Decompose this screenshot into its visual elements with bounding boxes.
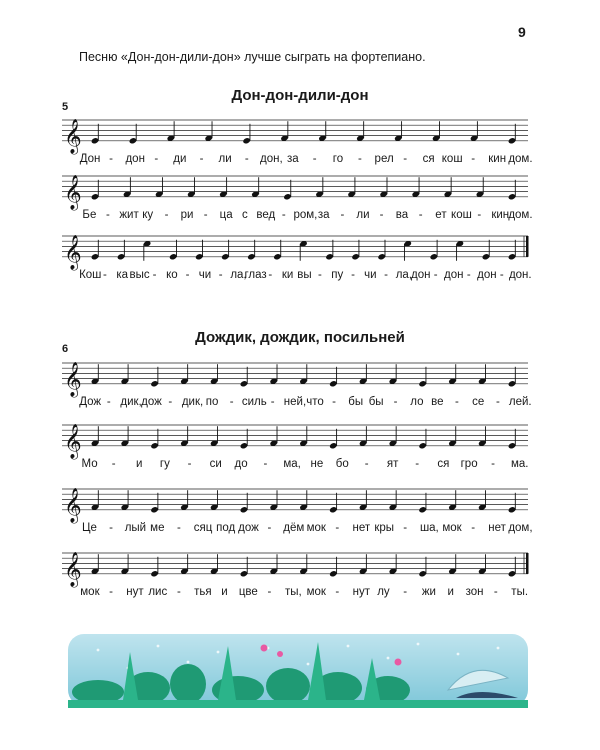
lyric-syllable: - [471, 153, 476, 165]
lyric-syllable: кин [488, 153, 507, 165]
lyric-syllable: - [244, 153, 249, 165]
lyric-syllable: - [418, 209, 423, 221]
treble-clef-icon: 𝄞 [64, 551, 82, 587]
lyric-syllable: Бе [82, 209, 97, 221]
lyric-syllable: - [471, 522, 476, 534]
lyric-syllable: лис [148, 586, 168, 598]
song-6-title: Дождик, дождик, посильней [195, 329, 405, 346]
lyric-syllable: ри [180, 209, 194, 221]
lyric-syllable: го [332, 153, 344, 165]
lyric-syllable: Дон [79, 153, 101, 165]
lyric-syllable: ла, [395, 269, 413, 281]
lyric-syllable: лу [377, 586, 390, 598]
song-5-title: Дон-дон-дили-дон [231, 87, 369, 104]
lyric-syllable: дон [125, 153, 145, 165]
lyric-syllable: ма, [283, 458, 301, 470]
lyric-syllable: дон [477, 269, 497, 281]
lyric-syllable: ка [116, 269, 129, 281]
lyric-syllable: вед [256, 209, 276, 221]
lyric-syllable: ся [422, 153, 435, 165]
lyric-syllable: чи [198, 269, 212, 281]
staff [62, 424, 528, 460]
lyric-syllable: ца [219, 209, 233, 221]
lyric-syllable: за [317, 209, 330, 221]
lyric-syllable: дож [141, 396, 162, 408]
song-6-number: 6 [62, 343, 69, 355]
lyric-syllable: - [415, 458, 420, 470]
lyric-syllable: за [287, 153, 299, 165]
lyric-syllable: цве [238, 586, 258, 598]
lyric-syllable: - [466, 269, 471, 281]
treble-clef-icon: 𝄞 [64, 174, 82, 210]
lyric-syllable: дик, [181, 396, 204, 408]
lyric-syllable: жи [421, 586, 436, 598]
lyric-syllable: - [403, 153, 408, 165]
treble-clef-icon: 𝄞 [64, 423, 82, 459]
lyric-syllable: дон [444, 269, 464, 281]
lyric-syllable: ты. [511, 586, 529, 598]
lyric-syllable: ла, [230, 269, 247, 281]
lyric-syllable: - [379, 209, 384, 221]
lyric-syllable: - [403, 586, 408, 598]
lyric-syllable: по [205, 396, 219, 408]
lyric-syllable: чи [364, 269, 377, 281]
lyric-syllable: не [310, 458, 324, 470]
lyric-syllable: ки [281, 269, 294, 281]
lyric-syllable: - [105, 209, 110, 221]
lyric-syllable: - [267, 586, 272, 598]
rain-garden-illustration [68, 628, 528, 708]
lyric-syllable: кош [451, 209, 472, 221]
lyric-syllable: - [455, 396, 459, 408]
lyric-syllable: Дож [79, 396, 102, 408]
lyric-syllable: глаз [244, 269, 267, 281]
lyric-syllable: ко [166, 269, 178, 281]
lyric-syllable: и [447, 586, 454, 598]
lyric-syllable: бы [348, 396, 364, 408]
staff [62, 235, 529, 271]
lyric-syllable: силь [241, 396, 267, 408]
lyric-syllable: - [111, 458, 116, 470]
lyric-syllable: бо [335, 458, 349, 470]
lyric-syllable: се [472, 396, 485, 408]
lyric-syllable: ят [386, 458, 399, 470]
song-5-number: 5 [62, 101, 69, 113]
staff [62, 175, 528, 211]
lyric-syllable: выс [129, 269, 150, 281]
lyric-syllable: - [176, 586, 181, 598]
lyric-syllable: дик, [120, 396, 142, 408]
lyric-syllable: - [270, 396, 275, 408]
lyric-syllable: кры [374, 522, 395, 534]
lyric-syllable: - [268, 269, 273, 281]
lyric-syllable: - [477, 209, 482, 221]
treble-clef-icon: 𝄞 [64, 118, 82, 154]
lyric-syllable: - [281, 209, 286, 221]
lyric-syllable: - [332, 396, 337, 408]
lyric-syllable: пу [331, 269, 344, 281]
lyric-syllable: гро [460, 458, 478, 470]
lyric-syllable: с [242, 209, 248, 221]
lyric-syllable: ша, [419, 522, 439, 534]
lyric-syllable: - [340, 209, 345, 221]
lyric-syllable: дём [283, 522, 305, 534]
lyric-syllable: - [168, 396, 173, 408]
lyric-syllable: ку [142, 209, 154, 221]
lyric-syllable: ло [410, 396, 424, 408]
lyric-syllable: - [152, 269, 157, 281]
lyric-syllable: - [203, 209, 208, 221]
lyric-syllable: - [164, 209, 169, 221]
lyric-syllable: - [351, 269, 355, 281]
lyric-syllable: Мо [81, 458, 98, 470]
lyric-syllable: мок [306, 522, 326, 534]
lyric-syllable: - [154, 153, 159, 165]
lyric-syllable: ме [150, 522, 165, 534]
lyric-syllable: дон [410, 269, 431, 281]
lyric-syllable: рел [374, 153, 394, 165]
lyric-syllable: - [358, 153, 362, 165]
staff [62, 362, 528, 398]
lyric-syllable: нет [488, 522, 506, 534]
staff [62, 552, 529, 588]
lyric-syllable: - [491, 458, 496, 470]
lyric-syllable: ли [356, 209, 370, 221]
lyric-syllable: дож [238, 522, 259, 534]
lyric-syllable: - [317, 269, 322, 281]
final-barline [526, 553, 529, 574]
lyric-syllable: - [185, 269, 190, 281]
lyric-syllable: си [209, 458, 222, 470]
staff [62, 119, 528, 155]
lyric-syllable: - [263, 458, 268, 470]
lyric-syllable: дом. [508, 153, 533, 165]
lyric-syllable: - [199, 153, 204, 165]
lyric-syllable: бы [368, 396, 384, 408]
lyric-syllable: - [267, 522, 272, 534]
lyric-syllable: - [218, 269, 223, 281]
lyric-syllable: под [216, 522, 236, 534]
intro-text: Песню «Дон-дон-дили-дон» лучше сыграть на фортепиано. [79, 50, 426, 64]
lyric-syllable: лей. [508, 396, 532, 408]
lyric-syllable: ди [173, 153, 187, 165]
lyric-syllable: вы [297, 269, 312, 281]
lyric-syllable: мок [306, 586, 326, 598]
lyric-syllable: гу [159, 458, 170, 470]
lyric-syllable: - [106, 396, 111, 408]
lyric-syllable: нет [352, 522, 371, 534]
lyric-syllable: ней, [283, 396, 307, 408]
lyric-syllable: - [493, 586, 498, 598]
lyric-syllable: - [109, 153, 113, 165]
lyric-syllable: Кош [79, 269, 102, 281]
lyric-syllable: Це [82, 522, 97, 534]
lyric-syllable: - [109, 586, 113, 598]
lyric-syllable: ет [435, 209, 447, 221]
lyric-syllable: ва [395, 209, 409, 221]
treble-clef-icon: 𝄞 [64, 234, 82, 270]
lyric-syllable: - [176, 522, 181, 534]
lyric-syllable: - [187, 458, 192, 470]
lyric-syllable: тья [194, 586, 212, 598]
lyric-syllable: и [136, 458, 143, 470]
treble-clef-icon: 𝄞 [64, 361, 82, 397]
final-barline [526, 236, 529, 257]
lyric-syllable: - [393, 396, 398, 408]
lyric-syllable: зон [465, 586, 484, 598]
lyric-syllable: ма. [511, 458, 529, 470]
lyric-syllable: мок [80, 586, 100, 598]
lyric-syllable: - [364, 458, 369, 470]
lyric-syllable: - [109, 522, 113, 534]
lyric-syllable: ли [218, 153, 232, 165]
lyric-syllable: мок [442, 522, 462, 534]
lyric-syllable: - [433, 269, 438, 281]
lyric-syllable: ты, [284, 586, 302, 598]
lyric-syllable: лый [124, 522, 147, 534]
lyric-syllable: - [335, 522, 340, 534]
lyric-syllable: - [403, 522, 408, 534]
lyric-syllable: - [495, 396, 500, 408]
lyric-syllable: дом. [508, 209, 533, 221]
lyric-syllable: - [229, 396, 234, 408]
page-number: 9 [518, 24, 526, 40]
lyric-syllable: до [234, 458, 248, 470]
lyric-syllable: кин [491, 209, 510, 221]
lyric-syllable: - [499, 269, 504, 281]
lyric-syllable: нут [352, 586, 371, 598]
lyric-syllable: дон, [259, 153, 283, 165]
lyric-syllable: и [221, 586, 228, 598]
lyric-syllable: ся [437, 458, 450, 470]
lyric-syllable: - [102, 269, 107, 281]
lyric-syllable: - [384, 269, 388, 281]
lyric-syllable: кош [441, 153, 463, 165]
lyric-syllable: жит [119, 209, 139, 221]
lyric-syllable: дон. [508, 269, 532, 281]
lyric-syllable: нут [126, 586, 144, 598]
lyric-syllable: - [335, 586, 340, 598]
lyric-syllable: сяц [193, 522, 213, 534]
lyric-syllable: - [312, 153, 317, 165]
lyric-syllable: что [306, 396, 324, 408]
staff [62, 488, 528, 524]
lyric-syllable: ве [431, 396, 444, 408]
treble-clef-icon: 𝄞 [64, 487, 82, 523]
lyric-syllable: ром, [293, 209, 318, 221]
lyric-syllable: дом, [508, 522, 533, 534]
